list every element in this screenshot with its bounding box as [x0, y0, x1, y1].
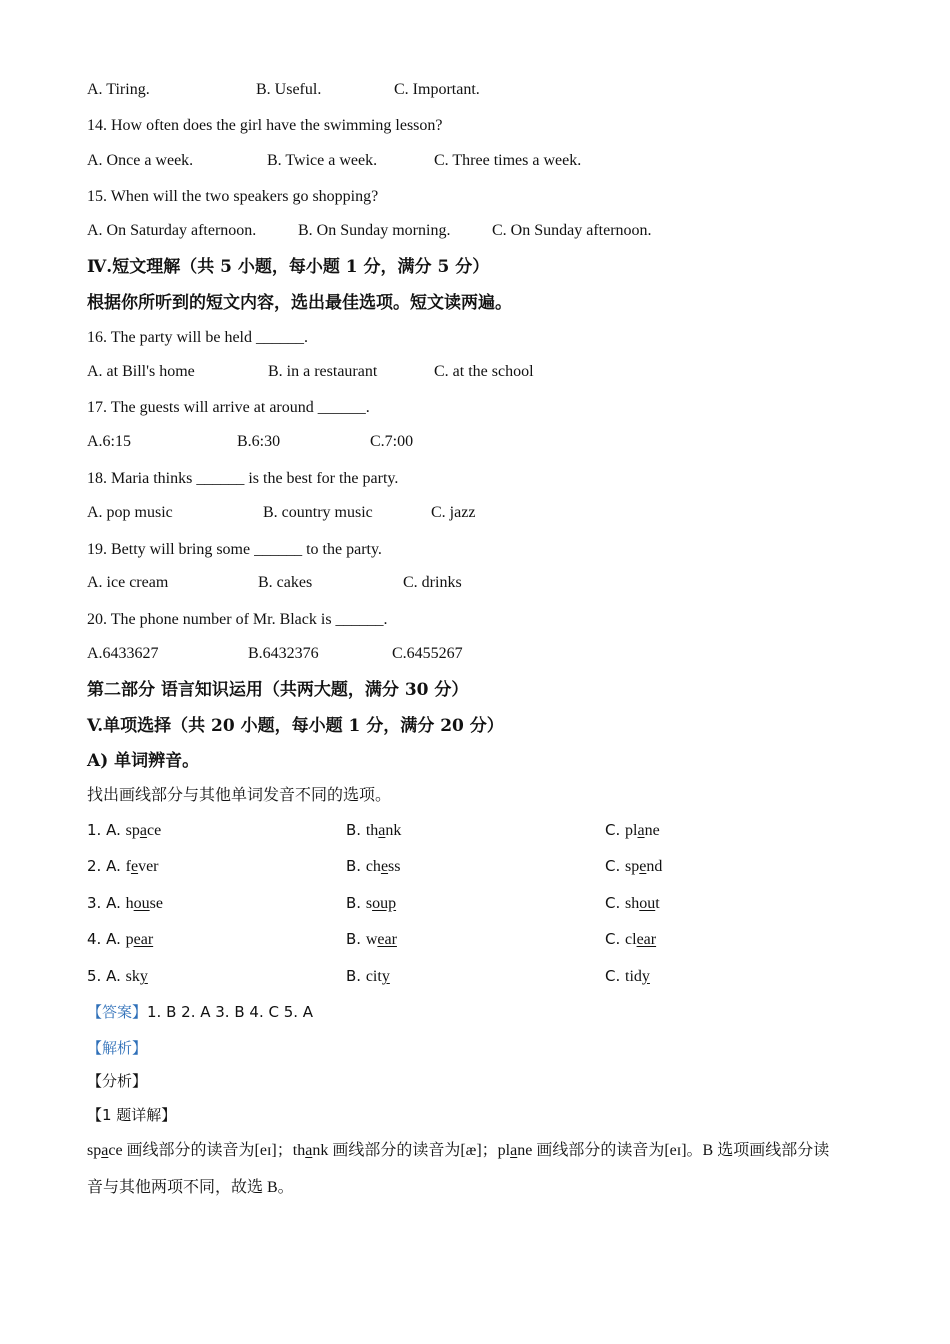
underlined-part: ou — [639, 895, 656, 912]
section-4-title: Ⅳ.短文理解（共 5 小题，每小题 1 分，满分 5 分） — [87, 257, 490, 277]
q19-option-b[interactable]: B. cakes — [258, 574, 313, 591]
part-2-title: 第二部分 语言知识运用（共两大题，满分 30 分） — [87, 680, 469, 700]
option-label: 3. A. — [87, 894, 126, 912]
q14-stem: 14. How often does the girl have the swimming lesson? — [87, 117, 443, 134]
underlined-part: e — [130, 858, 139, 875]
phonics-option-a[interactable]: 1. A. space — [87, 821, 162, 839]
phonics-option-b[interactable]: B. thank — [346, 821, 402, 839]
explanation-line-2: 音与其他两项不同，故选 B。 — [87, 1179, 294, 1196]
phonics-option-a[interactable]: 2. A. fever — [87, 857, 159, 875]
phonics-option-a[interactable]: 4. A. pear — [87, 930, 154, 948]
section-5-title: V.单项选择（共 20 小题，每小题 1 分，满分 20 分） — [87, 716, 504, 736]
q16-stem: 16. The party will be held ______. — [87, 329, 308, 346]
explanation-line-1: space 画线部分的读音为[eɪ]；thank 画线部分的读音为[æ]；plane 画线部分的读音为[eɪ]。B 选项画线部分读 — [87, 1142, 830, 1159]
option-label: B. — [346, 930, 366, 948]
underlined-part: ear — [636, 931, 657, 948]
detail-tag: 【1 题详解】 — [87, 1106, 177, 1124]
q20-option-a[interactable]: A.6433627 — [87, 645, 159, 662]
phonics-option-c[interactable]: C. tidy — [605, 967, 650, 985]
option-label: 4. A. — [87, 930, 126, 948]
phonics-option-b[interactable]: B. city — [346, 967, 390, 985]
q13-option-c[interactable]: C. Important. — [394, 81, 480, 98]
q17-option-b[interactable]: B.6:30 — [237, 433, 281, 450]
q18-option-c[interactable]: C. jazz — [431, 504, 476, 521]
q14-option-a[interactable]: A. Once a week. — [87, 152, 194, 169]
section-5-instruction: 找出画线部分与其他单词发音不同的选项。 — [87, 787, 392, 804]
option-label: C. — [605, 930, 626, 948]
section-5-subtitle-a: A) 单词辨音。 — [87, 751, 200, 771]
q13-option-a[interactable]: A. Tiring. — [87, 81, 150, 98]
option-label: C. — [605, 894, 626, 912]
phonics-option-c[interactable]: C. shout — [605, 894, 660, 912]
option-label: 5. A. — [87, 967, 126, 985]
phonics-option-a[interactable]: 3. A. house — [87, 894, 163, 912]
underlined-part: ou — [133, 895, 150, 912]
q18-stem: 18. Maria thinks ______ is the best for the party. — [87, 470, 399, 487]
option-label: C. — [605, 821, 626, 839]
q17-stem: 17. The guests will arrive at around ______. — [87, 399, 370, 416]
q16-option-c[interactable]: C. at the school — [434, 363, 534, 380]
q20-stem: 20. The phone number of Mr. Black is ______. — [87, 611, 388, 628]
answer-tag: 【答案】 — [87, 1003, 148, 1021]
q14-option-b[interactable]: B. Twice a week. — [267, 152, 378, 169]
q15-option-b[interactable]: B. On Sunday morning. — [298, 222, 451, 239]
option-label: C. — [605, 967, 626, 985]
q15-option-a[interactable]: A. On Saturday afternoon. — [87, 222, 257, 239]
q20-option-b[interactable]: B.6432376 — [248, 645, 319, 662]
option-label: B. — [346, 857, 366, 875]
q17-option-c[interactable]: C.7:00 — [370, 433, 414, 450]
underlined-part: oup — [372, 895, 397, 912]
underlined-part: e — [380, 858, 389, 875]
underlined-part: y — [139, 968, 148, 985]
q16-option-b[interactable]: B. in a restaurant — [268, 363, 378, 380]
fenxi-tag: 【分析】 — [87, 1072, 148, 1090]
option-label: B. — [346, 894, 366, 912]
option-label: B. — [346, 821, 366, 839]
underlined-part: a — [378, 822, 386, 839]
section-4-instruction: 根据你所听到的短文内容，选出最佳选项。短文读两遍。 — [87, 293, 512, 313]
q16-option-a[interactable]: A. at Bill's home — [87, 363, 195, 380]
q20-option-c[interactable]: C.6455267 — [392, 645, 463, 662]
analysis-tag: 【解析】 — [87, 1039, 148, 1057]
q19-option-c[interactable]: C. drinks — [403, 574, 462, 591]
q14-option-c[interactable]: C. Three times a week. — [434, 152, 582, 169]
option-label: B. — [346, 967, 366, 985]
phonics-option-c[interactable]: C. clear — [605, 930, 657, 948]
underlined-part: y — [381, 968, 390, 985]
q18-option-b[interactable]: B. country music — [263, 504, 373, 521]
q18-option-a[interactable]: A. pop music — [87, 504, 173, 521]
q13-option-b[interactable]: B. Useful. — [256, 81, 322, 98]
q19-stem: 19. Betty will bring some ______ to the party. — [87, 541, 382, 558]
option-label: 1. A. — [87, 821, 126, 839]
underlined-part: a — [637, 822, 645, 839]
underlined-part: y — [641, 968, 650, 985]
phonics-option-a[interactable]: 5. A. sky — [87, 967, 148, 985]
q17-option-a[interactable]: A.6:15 — [87, 433, 131, 450]
phonics-option-c[interactable]: C. spend — [605, 857, 663, 875]
option-label: C. — [605, 857, 626, 875]
underlined-part: e — [639, 858, 647, 875]
underlined-part: ear — [133, 931, 154, 948]
phonics-option-c[interactable]: C. plane — [605, 821, 660, 839]
phonics-option-b[interactable]: B. chess — [346, 857, 401, 875]
answer-text: 1. B 2. A 3. B 4. C 5. A — [147, 1003, 314, 1021]
underlined-part: a — [139, 822, 147, 839]
answer-line — [87, 1002, 313, 1022]
q15-option-c[interactable]: C. On Sunday afternoon. — [492, 222, 652, 239]
phonics-option-b[interactable]: B. soup — [346, 894, 397, 912]
q19-option-a[interactable]: A. ice cream — [87, 574, 169, 591]
underlined-part: ear — [377, 931, 397, 948]
phonics-option-b[interactable]: B. wear — [346, 930, 397, 948]
option-label: 2. A. — [87, 857, 126, 875]
q15-stem: 15. When will the two speakers go shopping? — [87, 188, 379, 205]
